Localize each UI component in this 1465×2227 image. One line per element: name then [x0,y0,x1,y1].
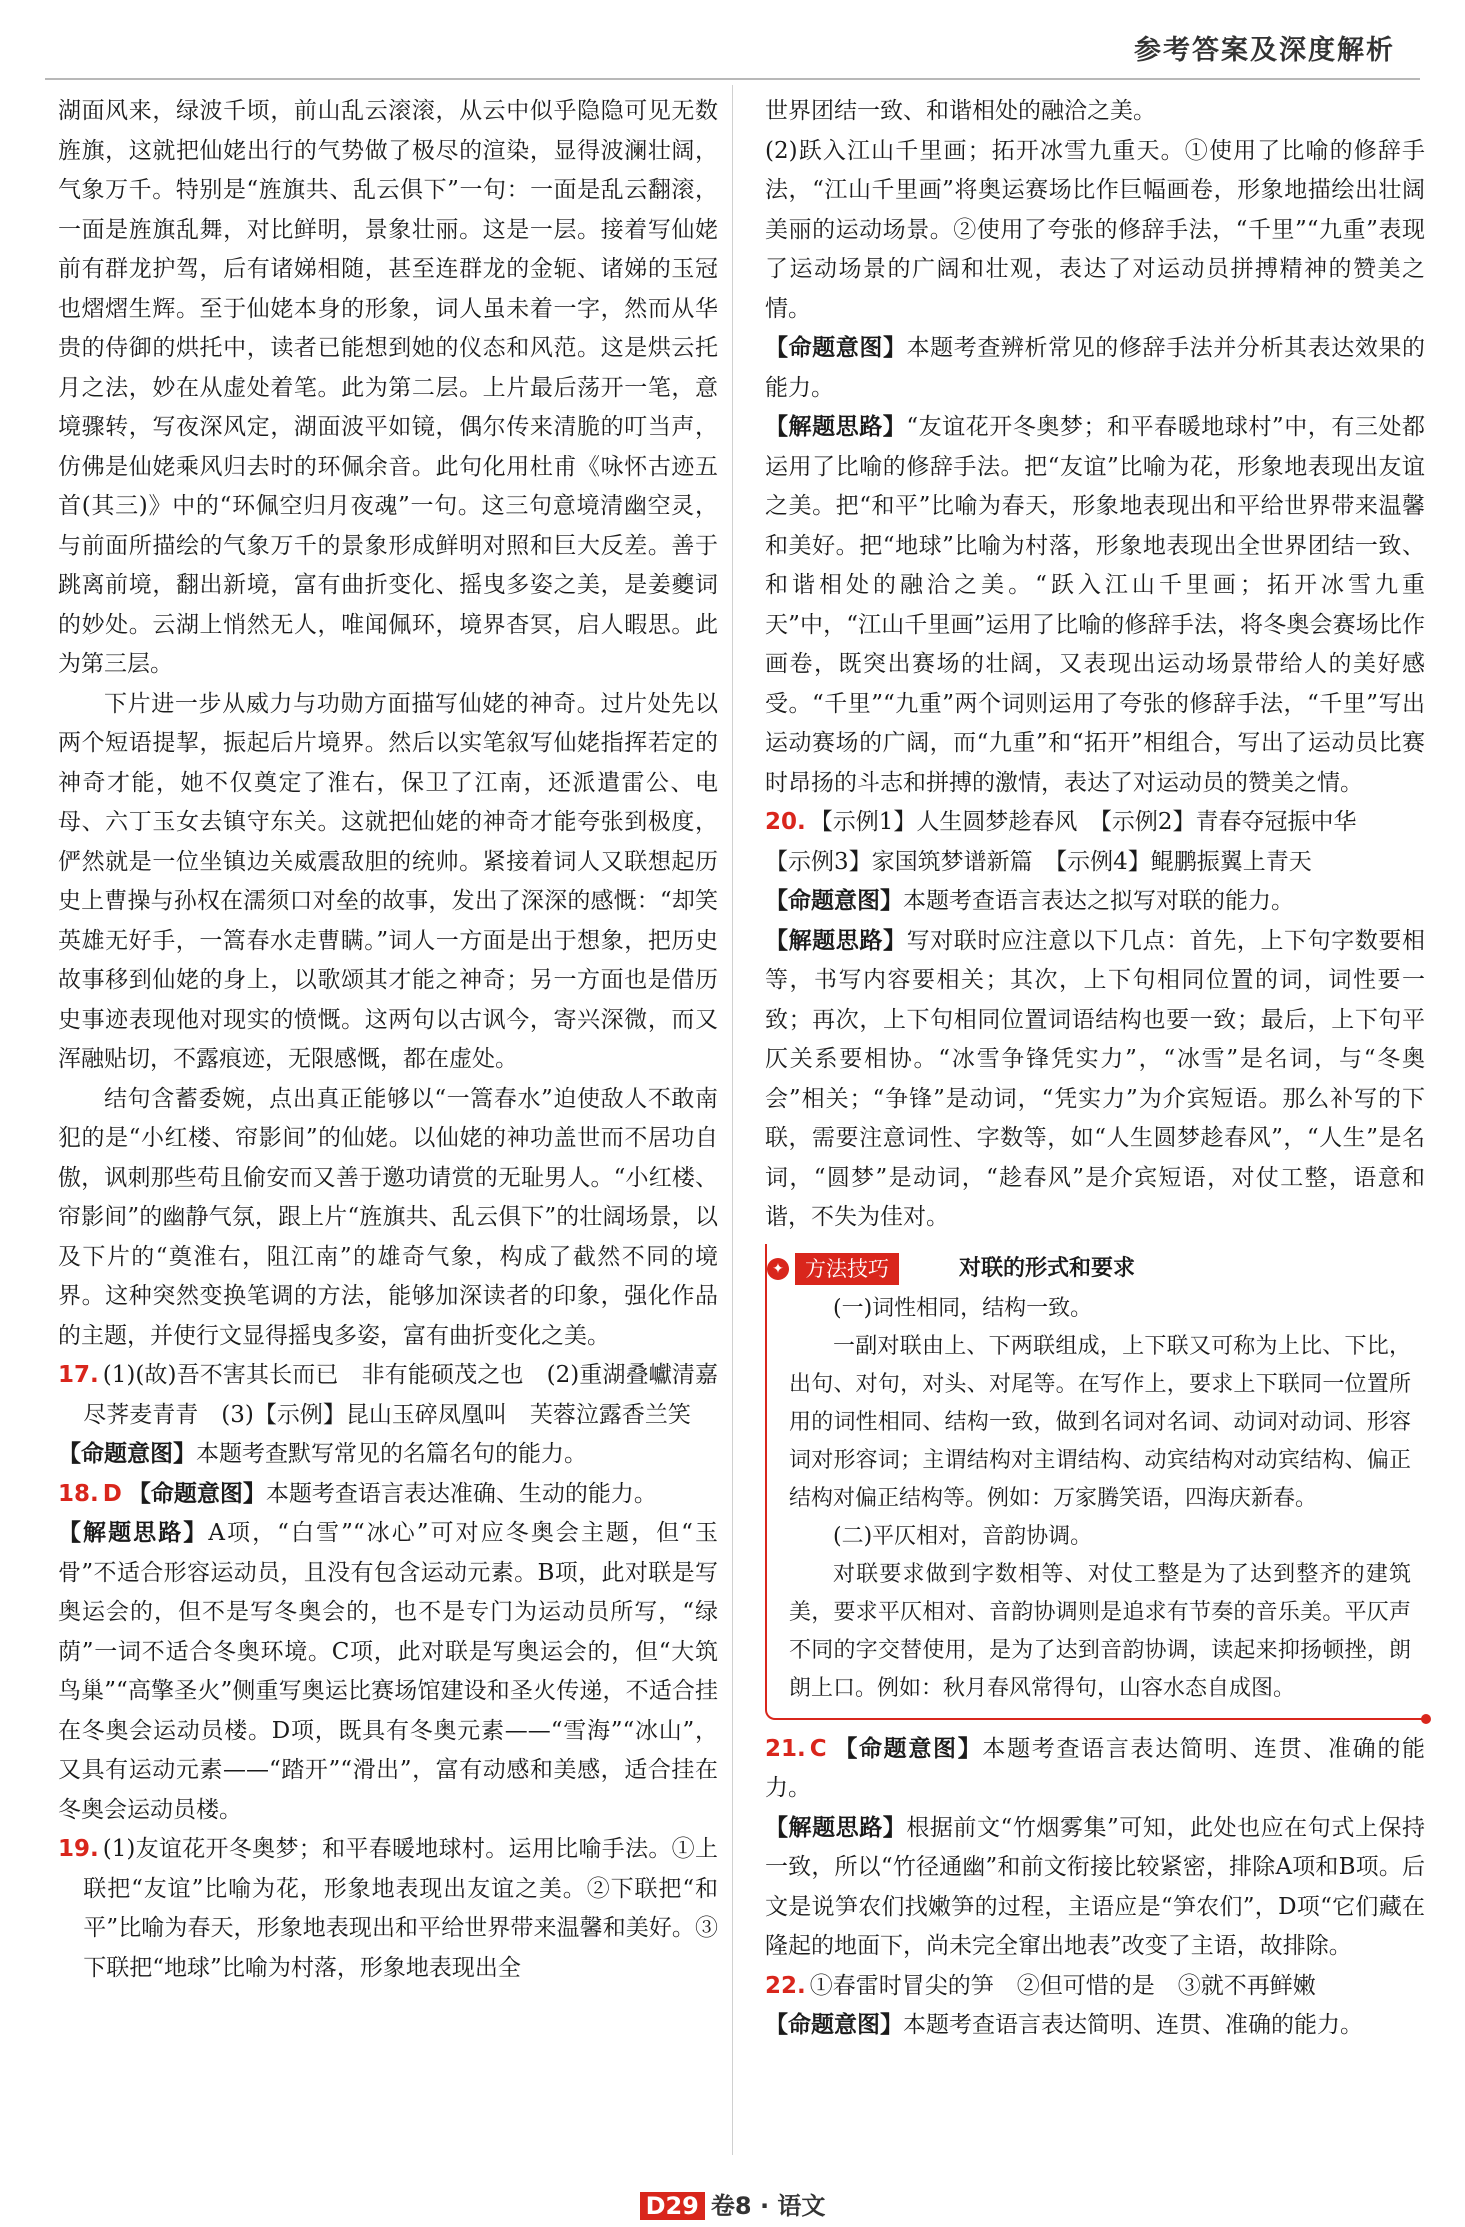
tips-header [767,1250,1411,1288]
question-17 [58,1356,741,1435]
question-18-number: 18. [58,1480,99,1507]
page-footer [0,2186,1465,2221]
right-column [765,92,1425,2046]
tips-corner-dot [1421,1714,1431,1724]
lightbulb-icon: ✦ [767,1258,789,1280]
question-19-answer: (1)友谊花开冬奥梦；和平春暖地球村。运用比喻手法。①上联把“友谊”比喻为花，形象地表现出友谊之美。②下联把“和平”比喻为春天，形象地表现出和平给世界带来温馨和美好。③下联把“地球”比喻为村落，形象地表现出全 [83,1836,718,1981]
page-header-title: 参考答案及深度解析 [1134,35,1395,66]
intent-tag: 【命题意图】 [765,2012,903,2038]
idea-tag: 【解题思路】 [765,1814,907,1841]
left-column [58,92,741,1988]
analysis-paragraph-2: 下片进一步从威力与功勋方面描写仙姥的神奇。过片处先以两个短语提挈，振起后片境界。然后以实笔叙写仙姥指挥若定的神奇才能，她不仅奠定了淮右，保卫了江南，还派遣雷公、电母、六丁玉女去镇守东关。这就把仙姥的神奇才能夸张到极度，俨然就是一位坐镇边关威震敌胆的统帅。紧接着词人又联想起历史上曹操与孙权在濡须口对垒的故事，发出了深深的感慨：“却笑英雄无好手，一篙春水走曹瞒。”词人一方面是出于想象，把历史故事移到仙姥的身上，以歌颂其才能之神奇；另一方面也是借历史事迹表现他对现实的愤慨。这两句以古讽今，寄兴深微，而又浑融贴切，不露痕迹，无限感慨，都在虚处。 [58,690,718,1072]
footer-label: 卷8 · 语文 [710,2192,826,2220]
tips-section-2-title: (二)平仄相对，音韵协调。 [833,1523,1093,1549]
column-divider [732,85,733,2155]
analysis-paragraph-1: 湖面风来，绿波千顷，前山乱云滚滚，从云中似乎隐隐可见无数旌旗，这就把仙姥出行的气势做了极尽的渲染，显得波澜壮阔，气象万千。特别是“旌旗共、乱云俱下”一句：一面是乱云翻滚，一面是旌旗乱舞，对比鲜明，景象壮丽。这是一层。接着写仙姥前有群龙护驾，后有诸娣相随，甚至连群龙的金轭、诸娣的玉冠也熠熠生辉。至于仙姥本身的形象，词人虽未着一字，然而从华贵的侍御的烘托中，读者已能想到她的仪态和风范。这是烘云托月之法，妙在从虚处着笔。此为第二层。上片最后荡开一笔，意境骤转，写夜深风定，湖面波平如镜，偶尔传来清脆的叮当声，仿佛是仙姥乘风归去时的环佩余音。此句化用杜甫《咏怀古迹五首(其三)》中的“环佩空归月夜魂”一句。这三句意境清幽空灵，与前面所描绘的气象万千的景象形成鲜明对照和巨大反差。善于跳离前境，翻出新境，富有曲折变化、摇曳多姿之美，是姜夔词的妙处。云湖上悄然无人，唯闻佩环，境界杳冥，启人暇思。此为第三层。 [58,98,718,677]
intent-tag: 【命题意图】 [58,1441,196,1467]
idea-tag: 【解题思路】 [765,414,907,440]
idea-tag: 【解题思路】 [765,927,907,954]
question-20-examples-2: 【示例3】家国筑梦谱新篇 【示例4】鲲鹏振翼上青天 [765,848,1312,875]
intent-text: 本题考查辨析常见的修辞手法并分析其表达效果的能力。 [765,335,1426,401]
intent-text: 本题考查语言表达之拟写对联的能力。 [903,888,1294,914]
idea-text: 根据前文“竹烟雾集”可知，此处也应在句式上保持一致，所以“竹径通幽”和前文衔接比较紧密，排除A项和B项。后文是说笋农们找嫩笋的过程，主语应是“笋农们”，D项“它们藏在隆起的地面下，尚未完全窜出地表”改变了主语，故排除。 [765,1814,1425,1959]
header-rule [45,78,1420,80]
method-tips-box [765,1244,1425,1720]
question-18 [58,1475,718,1515]
question-21 [765,1730,1425,1809]
question-18-idea [58,1514,718,1830]
question-21-idea [765,1809,1425,1967]
page-code: D29 [640,2192,705,2220]
question-19-intent [765,329,1425,408]
intent-text: 本题考查语言表达准确、生动的能力。 [265,1480,657,1507]
question-20-examples-1: 【示例1】人生圆梦趁春风 【示例2】青春夺冠振中华 [809,809,1357,835]
intent-tag: 【命题意图】 [765,888,903,914]
intent-text: 本题考查语言表达简明、连贯、准确的能力。 [903,2012,1363,2038]
intent-tag: 【命题意图】 [832,1735,983,1762]
question-18-answer: D [102,1480,122,1507]
tips-badge: 方法技巧 [795,1253,899,1285]
tips-section-2-text: 对联要求做到字数相等、对仗工整是为了达到整齐的建筑美，要求平仄相对、音韵协调则是追求有节奏的音乐美。平仄声不同的字交替使用，是为了达到音韵协调，读起来抑扬顿挫，朗朗上口。例如：秋月春风常得句，山容水态自成图。 [789,1561,1411,1701]
question-20-number: 20. [765,809,806,835]
idea-text: A项，“白雪”“冰心”可对应冬奥会主题，但“玉骨”不适合形容运动员，且没有包含运动元素。B项，此对联是写奥运会的，但不是写冬奥会的，也不是专门为运动员所写，“绿荫”一词不适合冬奥环境。C项，此对联是写奥运会的，但“大筑鸟巢”“高擎圣火”侧重写奥运比赛场馆建设和圣火传递，不适合挂在冬奥会运动员楼。D项，既具有冬奥元素——“雪海”“冰山”，又具有运动元素——“踏开”“滑出”，富有动感和美感，适合挂在冬奥会运动员楼。 [58,1520,719,1823]
question-20-intent [765,882,1425,922]
question-21-number: 21. [765,1735,806,1762]
tips-section-1-title: (一)词性相同，结构一致。 [833,1295,1093,1321]
question-19-continued: 世界团结一致、和谐相处的融洽之美。 [765,98,1156,124]
question-19 [58,1830,718,1988]
intent-tag: 【命题意图】 [127,1480,266,1507]
intent-text: 本题考查默写常见的名篇名句的能力。 [196,1441,587,1467]
idea-text: “友谊花开冬奥梦；和平春暖地球村”中，有三处都运用了比喻的修辞手法。把“友谊”比喻为花，形象地表现出友谊之美。把“和平”比喻为春天，形象地表现出和平给世界带来温馨和美好。把“地球”比喻为村落，形象地表现出全世界团结一致、和谐相处的融洽之美。“跃入江山千里画；拓开冰雪九重天”中，“江山千里画”运用了比喻的修辞手法，将冬奥会赛场比作画卷，既突出赛场的壮阔，又表现出运动场景带给人的美好感受。“千里”“九重”两个词则运用了夸张的修辞手法，“千里”写出运动赛场的广阔，而“九重”和“拓开”相组合，写出了运动员比赛时昂扬的斗志和拼搏的激情，表达了对运动员的赞美之情。 [765,414,1425,796]
question-19-part-2: (2)跃入江山千里画；拓开冰雪九重天。①使用了比喻的修辞手法，“江山千里画”将奥运赛场比作巨幅画卷，形象地描绘出壮阔美丽的运动场景。②使用了夸张的修辞手法，“千里”“九重”表现了运动场景的广阔和壮观，表达了对运动员拼搏精神的赞美之情。 [765,137,1425,322]
tips-section-1-text: 一副对联由上、下两联组成，上下联又可称为上比、下比，出句、对句，对头、对尾等。在写作上，要求上下联同一位置所用的词性相同、结构一致，做到名词对名词、动词对动词、形容词对形容词；主谓结构对主谓结构、动宾结构对动宾结构、偏正结构对偏正结构等。例如：万家腾笑语，四海庆新春。 [789,1333,1411,1511]
question-19-number: 19. [58,1836,99,1862]
question-17-intent [58,1435,718,1475]
idea-text: 写对联时应注意以下几点：首先，上下句字数要相等，书写内容要相关；其次，上下句相同位置的词，词性要一致；再次，上下句相同位置词语结构也要一致；最后，上下句平仄关系要相协。“冰雪争锋凭实力”，“冰雪”是名词，与“冬奥会”相关；“争锋”是动词，“凭实力”为介宾短语。那么补写的下联，需要注意词性、字数等，如“人生圆梦趁春风”，“人生”是名词，“圆梦”是动词，“趁春风”是介宾短语，对仗工整，语意和谐，不失为佳对。 [765,927,1426,1230]
question-20 [765,803,1425,843]
idea-tag: 【解题思路】 [58,1520,209,1546]
question-17-answer: (1)(故)吾不害其长而已 非有能硕茂之也 (2)重湖叠巘清嘉 尽荠麦青青 (3)【示例】昆山玉碎凤凰叫 芙蓉泣露香兰笑 [83,1362,741,1428]
intent-tag: 【命题意图】 [765,335,907,361]
question-22-intent [765,2006,1425,2046]
question-22-answer: ①春雷时冒尖的笋 ②但可惜的是 ③就不再鲜嫩 [809,1972,1316,1999]
question-21-answer: C [809,1735,827,1762]
analysis-paragraph-3: 结句含蓄委婉，点出真正能够以“一篙春水”迫使敌人不敢南犯的是“小红楼、帘影间”的仙姥。以仙姥的神功盖世而不居功自傲，讽刺那些苟且偷安而又善于邀功请赏的无耻男人。“小红楼、帘影间”的幽静气氛，跟上片“旌旗共、乱云俱下”的壮阔场景，以及下片的“奠淮右，阻江南”的雄奇气象，构成了截然不同的境界。这种突然变换笔调的方法，能够加深读者的印象，强化作品的主题，并使行文显得摇曳多姿，富有曲折变化之美。 [58,1085,718,1349]
question-22 [765,1967,1425,2007]
question-19-idea [765,408,1425,803]
question-20-idea [765,922,1425,1238]
question-17-number: 17. [58,1362,99,1388]
intent-text: 本题考查语言表达简明、连贯、准确的能力。 [765,1735,1426,1801]
question-22-number: 22. [765,1972,806,1999]
tips-title: 对联的形式和要求 [959,1255,1136,1281]
